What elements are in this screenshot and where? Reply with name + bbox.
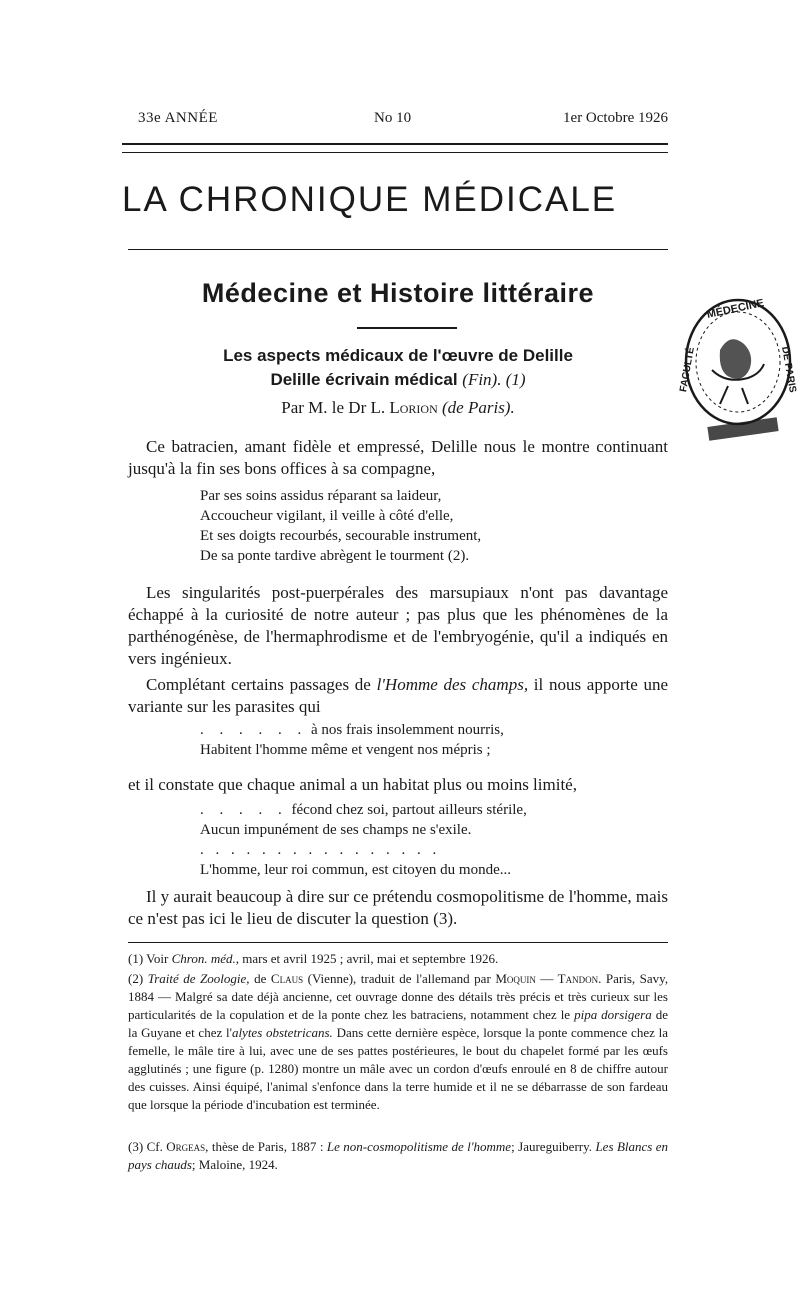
issue-number: No 10 bbox=[374, 110, 412, 126]
subtitle-2-text: Delille écrivain médical bbox=[270, 370, 458, 389]
verse-line bbox=[200, 800, 670, 820]
verse-line bbox=[200, 720, 670, 740]
fn1-text-b: mars et avril 1925 ; avril, mai et septembre 1926. bbox=[242, 951, 499, 966]
byline bbox=[128, 398, 668, 418]
volume-year: 33e ANNÉE bbox=[138, 110, 218, 126]
fn2-text-c: (Vienne), traduit de l'allemand par bbox=[307, 971, 491, 986]
verse-2 bbox=[200, 720, 670, 760]
footnote-2 bbox=[128, 970, 668, 1114]
fn3-text-c: ; Jaureguiberry. bbox=[511, 1139, 593, 1154]
issue-date: 1er Octobre 1926 bbox=[563, 110, 668, 126]
fn2-species-pipa: pipa dorsigera bbox=[574, 1007, 652, 1022]
article-subtitle-2 bbox=[128, 370, 668, 390]
verse-text: à nos frais insolemment nourris, bbox=[311, 722, 504, 738]
fn3-title: Le non-cosmopolitisme de l'homme bbox=[326, 1139, 512, 1154]
fn3-author: Orgeas, bbox=[166, 1139, 209, 1154]
page-header bbox=[138, 110, 668, 134]
svg-text:MÉDECINE: MÉDECINE bbox=[705, 297, 766, 321]
svg-text:FACULTÉ: FACULTÉ bbox=[678, 346, 697, 393]
fn2-text-f: Dans cette dernière espèce, lorsque la ponte commence chez la femelle, le mâle tire à lui, avec une de ses pattes postérieures, le bout du chapelet formé par les œufs agglutinés ; une figure (p. 1280) montre un mâle avec un cordon d'œufs enroulé en 8 de chiffre autour des cuisses. Ainsi équipé, l'animal s'enfonce dans la terre humide et il ne se débarrasse de son fardeau que lorsque la période d'incubation est terminée. bbox=[128, 1025, 668, 1112]
p3-text-a: Complétant certains passages de bbox=[146, 675, 371, 694]
subtitle-2-suffix: (Fin). (1) bbox=[462, 370, 526, 389]
header-rule-thick bbox=[122, 143, 668, 145]
footnote-rule bbox=[128, 942, 668, 943]
verse-3 bbox=[200, 800, 670, 880]
p3-work-title: l'Homme des champs, bbox=[376, 675, 529, 694]
verse-dots: . . . . . . bbox=[200, 722, 308, 738]
footnote-1 bbox=[128, 950, 668, 968]
verse-text: fécond chez soi, partout ailleurs stérile, bbox=[291, 802, 527, 818]
verse-ellipsis: . . . . . . . . . . . . . . . . bbox=[200, 842, 441, 858]
byline-prefix: Par M. le Dr L. bbox=[281, 398, 386, 417]
fn2-author: Claus bbox=[270, 971, 304, 986]
fn1-text: (1) Voir bbox=[128, 951, 169, 966]
fn2-text-d: Paris, Savy, 1884 — Malgré sa date déjà ancienne, cet ouvrage donne des détails très précis et très curieux sur les particularités de la copulation et de la ponte chez les batraciens, notamment chez le bbox=[128, 971, 669, 1022]
verse-line: L'homme, leur roi commun, est citoyen du monde... bbox=[200, 862, 511, 878]
fn3-text-b: thèse de Paris, 1887 : bbox=[211, 1139, 324, 1154]
verse-line: Habitent l'homme même et vengent nos mépris ; bbox=[200, 742, 491, 758]
verse-line: Par ses soins assidus réparant sa laideur, bbox=[200, 488, 442, 504]
fn2-text-e: de la Guyane et chez l' bbox=[128, 1007, 669, 1040]
verse-1 bbox=[200, 486, 670, 566]
masthead-rule bbox=[128, 249, 668, 250]
title-divider bbox=[357, 327, 457, 329]
verse-dots: . . . . . bbox=[200, 802, 288, 818]
byline-place: (de Paris). bbox=[442, 398, 515, 417]
fn2-title: Traité de Zoologie, bbox=[147, 971, 250, 986]
verse-line: Accoucheur vigilant, il veille à côté d'elle, bbox=[200, 508, 454, 524]
verse-line: Et ses doigts recourbés, secourable instrument, bbox=[200, 528, 482, 544]
fn3-text: (3) Cf. bbox=[128, 1139, 163, 1154]
fn2-species-alytes: alytes obstetricans. bbox=[231, 1025, 333, 1040]
masthead-title: LA CHRONIQUE MÉDICALE bbox=[122, 180, 618, 219]
verse-line: De sa ponte tardive abrègent le tourment (2). bbox=[200, 548, 470, 564]
paragraph-3 bbox=[128, 674, 668, 718]
byline-author: Lorion bbox=[389, 398, 438, 417]
verse-line: Aucun impunément de ses champs ne s'exile. bbox=[200, 822, 472, 838]
section-title: Médecine et Histoire littéraire bbox=[201, 278, 595, 308]
fn2-marker: (2) bbox=[128, 971, 144, 986]
header-rule-thin bbox=[122, 152, 668, 153]
p3-text-b: il nous apporte une variante sur les parasites qui bbox=[128, 675, 669, 716]
article-subtitle: Les aspects médicaux de l'œuvre de Delille bbox=[223, 346, 573, 365]
footnote-3 bbox=[128, 1138, 668, 1174]
svg-text:DE PARIS: DE PARIS bbox=[779, 345, 798, 394]
fn2-text-b: de bbox=[254, 971, 267, 986]
fn1-title: Chron. méd., bbox=[171, 951, 239, 966]
fn2-translator: Moquin — Tandon. bbox=[495, 971, 602, 986]
fn3-text-d: ; Maloine, 1924. bbox=[191, 1157, 278, 1172]
paragraph-2: Les singularités post-puerpérales des marsupiaux n'ont pas davantage échappé à la curiosité de notre auteur ; pas plus que les phénomènes de la parthénogénèse, de l'hermaphrodisme et de l'embryogénie, qu'il a indiqués en vers ingénieux. bbox=[128, 583, 668, 668]
library-stamp bbox=[676, 290, 796, 460]
paragraph-4: et il constate que chaque animal a un habitat plus ou moins limité, bbox=[128, 775, 577, 794]
paragraph-1: Ce batracien, amant fidèle et empressé, Delille nous le montre continuant jusqu'à la fin ses bons offices à sa compagne, bbox=[128, 437, 668, 478]
fn3-title-2: Les Blancs en pays chauds bbox=[128, 1139, 669, 1172]
paragraph-5: Il y aurait beaucoup à dire sur ce prétendu cosmopolitisme de l'homme, mais ce n'est pas ici le lieu de discuter la question (3). bbox=[128, 887, 668, 928]
